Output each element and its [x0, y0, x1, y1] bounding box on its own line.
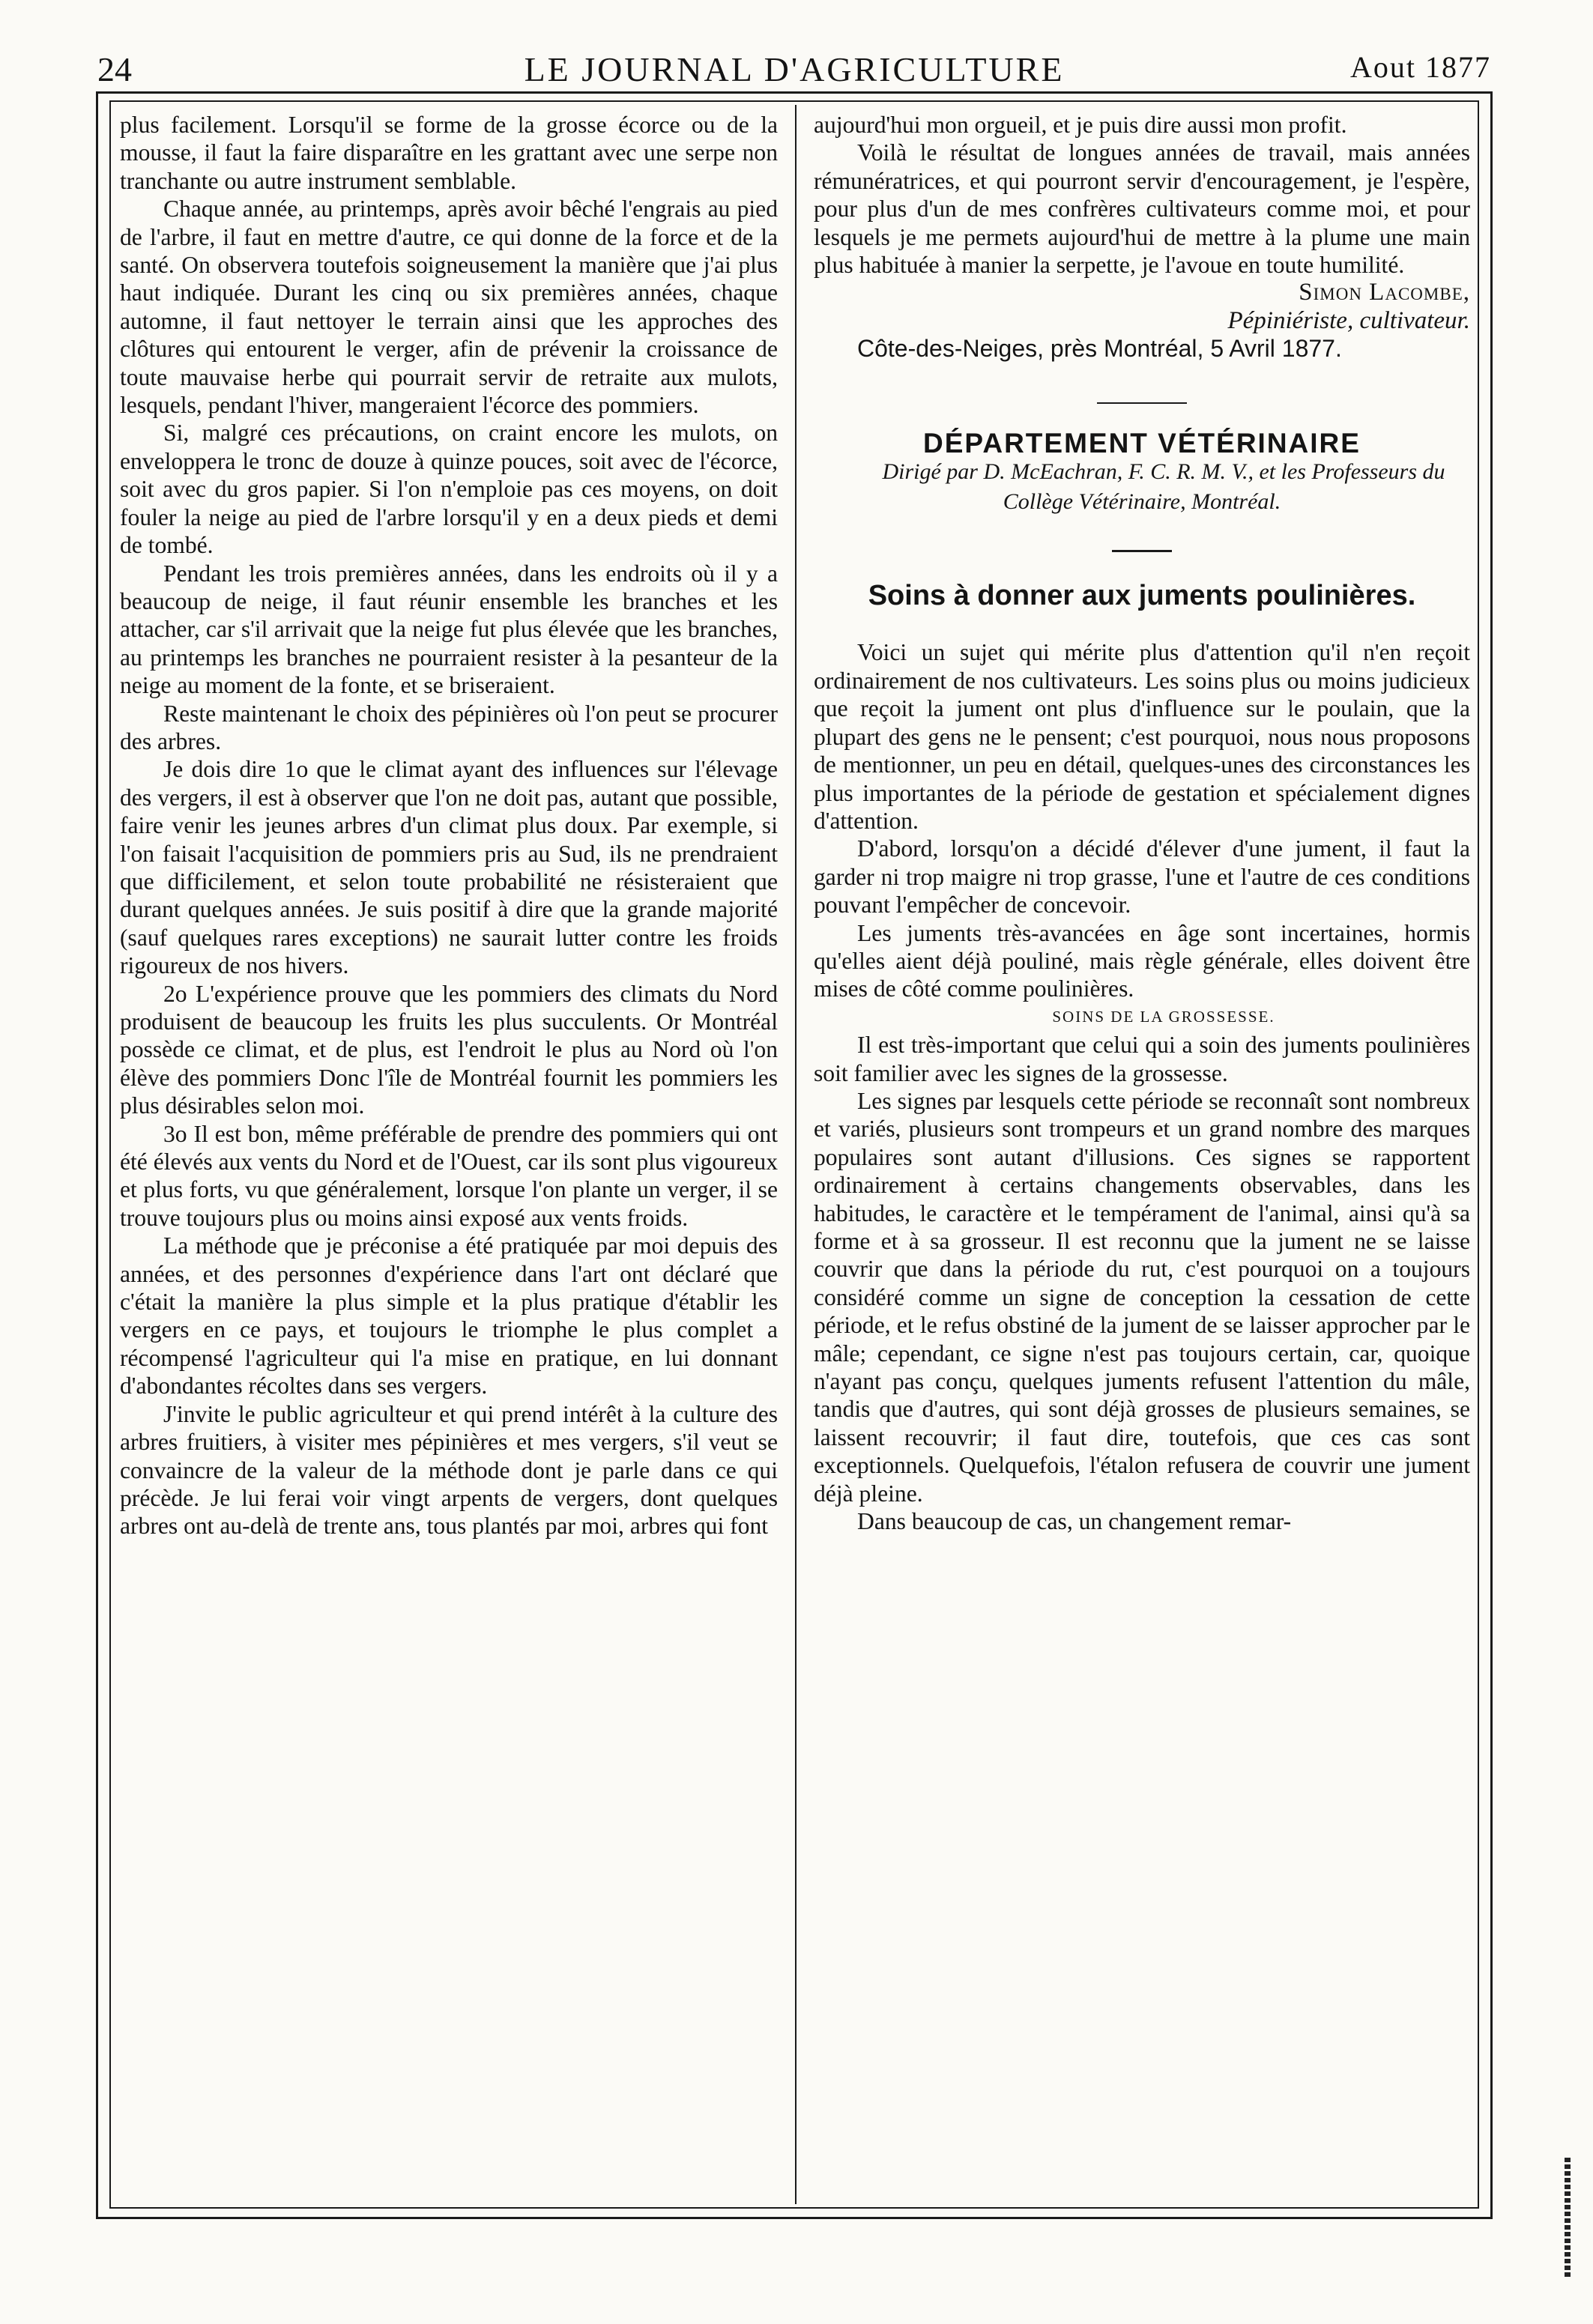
paragraph: Voilà le résultat de longues années de travail, mais années rémunératrices, et qui pourront servir d'encouragement, je l'espère, pour plus d'un de mes confrères cultivateurs comme moi, et pour lesquels je me permets aujourd'hui de mettre à la plume une main plus habituée à manier la serpette, je l'avoue en toute humilité. — [814, 139, 1470, 279]
column-divider — [795, 105, 796, 2204]
paragraph: Pendant les trois premières années, dans les endroits où il y a beaucoup de neige, il faut réunir ensemble les branches et les attacher, car s'il arrivait que la neige fut plus élevée que les branches, au printemps les branches ne pourraient resister à la pesanteur de la neige au moment de la fonte, et se briseraient. — [120, 560, 778, 699]
paragraph: La méthode que je préconise a été pratiquée par moi depuis des années, et des personnes d'expérience dans l'art ont déclaré que c'était la manière la plus simple et la plus pratique d'établir les vergers en ce pays, et toujours le triomphe le plus complet a récompensé l'agriculteur qui l'a mise en pratique, en lui donnant d'abondantes récoltes dans ses vergers. — [120, 1232, 778, 1399]
page-number: 24 — [97, 50, 132, 88]
paragraph: Il est très-important que celui qui a soin des juments poulinières soit familier avec les signes de la grossesse. — [814, 1032, 1470, 1086]
paragraph: Si, malgré ces précautions, on craint encore les mulots, on enveloppera le tronc de douze à quinze pouces, soit avec de l'écorce, soit avec du gros papier. Si l'on n'emploie pas ces moyens, on doit fouler la neige au pied de l'arbre lorsqu'il y en a deux pieds et demi de tombé. — [120, 420, 778, 559]
department-title: DÉPARTEMENT VÉTÉRINAIRE — [923, 427, 1361, 459]
section-heading: SOINS DE LA GROSSESSE. — [1052, 1007, 1275, 1026]
signature-role: Pépiniériste, cultivateur. — [1227, 306, 1470, 334]
right-column — [814, 111, 1470, 1535]
signature-place: Côte-des-Neiges, près Montréal, 5 Avril 1877. — [857, 335, 1342, 363]
paragraph: plus facilement. Lorsqu'il se forme de la grosse écorce ou de la mousse, il faut la faire disparaître en les grattant avec une serpe non tranchante ou autre instrument semblable. — [120, 112, 778, 194]
paragraph: aujourd'hui mon orgueil, et je puis dire aussi mon profit. — [814, 112, 1347, 138]
paragraph: Dans beaucoup de cas, un changement remar- — [857, 1508, 1292, 1535]
paragraph: Reste maintenant le choix des pépinières où l'on peut se procurer des arbres. — [120, 700, 778, 754]
article-title: Soins à donner aux juments poulinières. — [868, 580, 1416, 612]
paragraph: Les signes par lesquels cette période se reconnaît sont nombreux et variés, plusieurs sont trompeurs et un grand nombre des marques populaires sont autant d'illusions. Ces signes se rapportent ordinairement à certains changements observables, dans les habitudes, le caractère et le tempérament de l'animal, ainsi qu'à sa forme et à sa grosseur. Il est reconnu que la jument ne se laisse couvrir que dans la période du rut, c'est pourquoi on a toujours considéré comme un signe de conception la cessation de cette période, et le refus obstiné de la jument de se laisser approcher par le mâle; cependant, ce signe n'est pas toujours certain, car, quoique n'ayant pas conçu, quelques juments refusent l'attention du mâle, tandis que d'autres, qui sont déjà grosses de plusieurs semaines, se laissent recouvrir; il faut dire, toutefois, que ces cas sont exceptionnels. Quelquefois, l'étalon refusera de couvrir une jument déjà pleine. — [814, 1087, 1470, 1507]
paragraph: 2o L'expérience prouve que les pommiers des climats du Nord produisent de beaucoup les fruits les plus succulents. Or Montréal possède ce climat, et de plus, est l'endroit le plus au Nord où l'on élève des pommiers Donc l'île de Montréal fournit les pommiers les plus désirables selon moi. — [120, 980, 778, 1119]
paragraph: Chaque année, au printemps, après avoir bêché l'engrais au pied de l'arbre, il faut en mettre d'autre, ce qui donne de la force et de la santé. On observera toutefois soigneusement la manière que j'ai plus haut indiquée. Durant les cinq ou six premières années, chaque automne, il faut nettoyer le terrain ainsi que les approches des clôtures qui entourent le verger, afin de prévenir la croissance de toute mauvaise herbe qui pourrait servir de retraite aux mulots, lesquels, pendant l'hiver, mangeraient l'écorce des pommiers. — [120, 196, 778, 419]
paragraph: 3o Il est bon, même préférable de prendre des pommiers qui ont été élevés aux vents du Nord et de l'Ouest, car ils sont plus vigoureux et plus forts, vu que généralement, lorsque l'on plante un verger, il se trouve toujours plus ou moins ainsi exposé aux vents froids. — [120, 1120, 778, 1231]
signature-name: Simon Lacombe, — [1299, 279, 1470, 306]
journal-title: LE JOURNAL D'AGRICULTURE — [524, 50, 1065, 88]
title-separator — [1112, 550, 1172, 552]
paragraph: J'invite le public agriculteur et qui prend intérêt à la culture des arbres fruitiers, à visiter mes pépinières et mes vergers, s'il veut se convaincre de la valeur de la méthode dont je parle dans ce qui précède. Je lui ferai voir vingt arpents de vergers, dont quelques arbres ont au-delà de trente ans, tous plantés par moi, arbres qui font — [120, 1400, 778, 1540]
left-column — [120, 111, 778, 1540]
paragraph: Les juments très-avancées en âge sont incertaines, hormis qu'elles aient déjà pouliné, mais règle générale, elles doivent être mises de côté comme poulinières. — [814, 919, 1470, 1002]
department-subtitle: Dirigé par D. McEachran, F. C. R. M. V., et les Professeurs du Collège Vétérinaire, Montréal. — [882, 459, 1445, 515]
paragraph: Voici un sujet qui mérite plus d'attention qu'il n'en reçoit ordinairement de nos cultivateurs. Les soins plus ou moins judicieux que reçoit la jument ont plus d'influence sur le poulain, que la plupart des gens ne le pensent; c'est pourquoi, nous nous proposons de mentionner, un peu en détail, quelques-unes des circonstances les plus importantes de la période de gestation et spécialement dignes d'attention. — [814, 639, 1470, 834]
paragraph: D'abord, lorsqu'on a décidé d'élever d'une jument, il faut la garder ni trop maigre ni trop grasse, l'une et l'autre de ces conditions pouvant l'empêcher de concevoir. — [814, 835, 1470, 919]
paragraph: Je dois dire 1o que le climat ayant des influences sur l'élevage des vergers, il est à observer que l'on ne doit pas, autant que possible, faire venir les jeunes arbres d'un climat plus doux. Par exemple, si l'on faisait l'acquisition de pommiers pris au Sud, ils ne prendraient que difficilement, et selon toute probabilité ne résisteraient que durant quelques années. Je suis positif à dire que la grande majorité (sauf quelques rares exceptions) ne saurait lutter contre les froids rigoureux de nos hivers. — [120, 756, 778, 979]
issue-date: Aout 1877 — [1350, 50, 1491, 84]
running-header — [97, 49, 1491, 94]
section-separator — [1097, 402, 1187, 404]
scan-edge-mark — [1565, 2158, 1571, 2278]
